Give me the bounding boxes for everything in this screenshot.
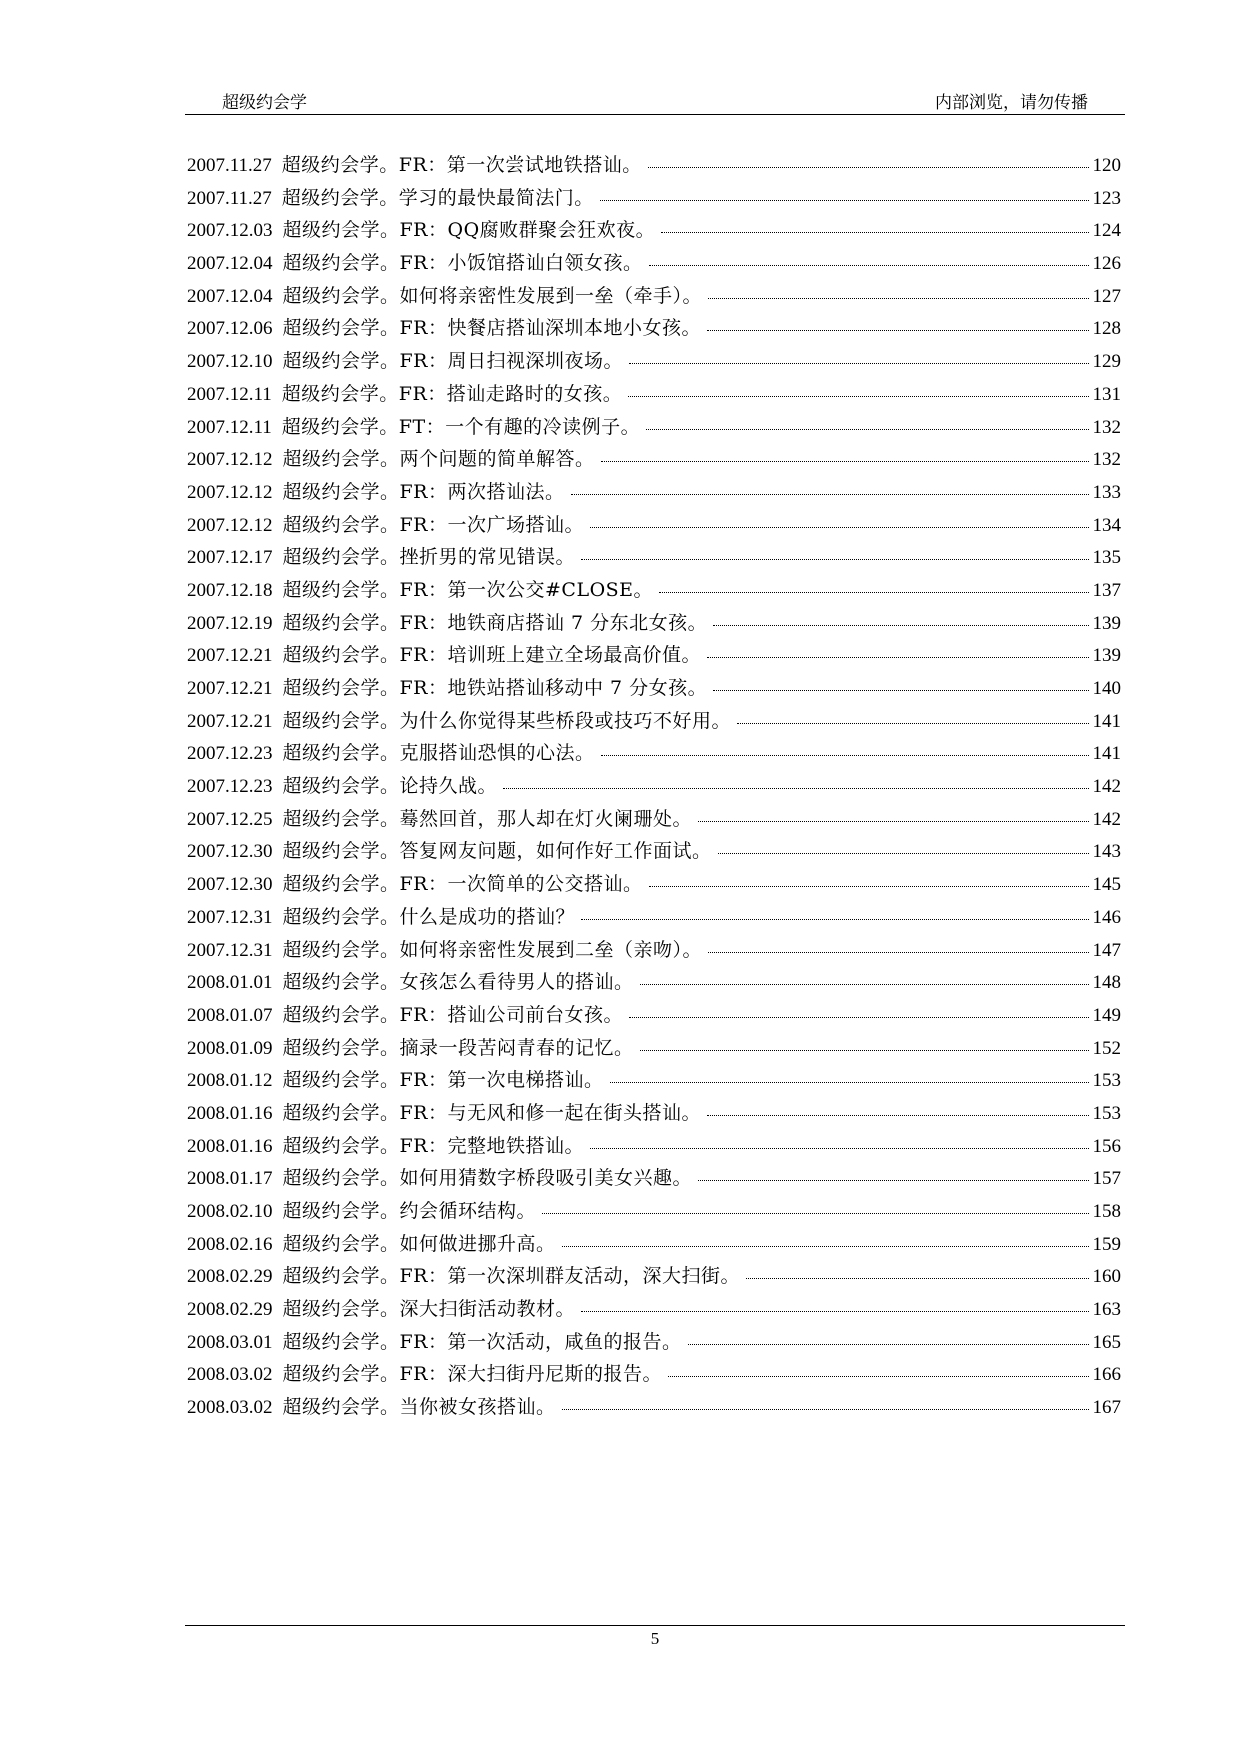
toc-entry-title: 超级约会学。FR：与无风和修一起在街头搭讪。 bbox=[282, 1101, 701, 1124]
toc-entry-date: 2008.01.16 bbox=[187, 1102, 273, 1124]
toc-entry-date: 2007.12.10 bbox=[187, 351, 273, 373]
toc-entry-page: 134 bbox=[1092, 514, 1121, 536]
toc-entry-date: 2007.12.11 bbox=[187, 383, 272, 405]
toc-entry-page: 159 bbox=[1092, 1233, 1121, 1255]
toc-entry-title: 超级约会学。如何将亲密性发展到二垒（亲吻）。 bbox=[282, 938, 703, 961]
toc-entry[interactable] bbox=[187, 412, 1121, 445]
toc-entry[interactable] bbox=[187, 1098, 1121, 1131]
toc-entry-title: 超级约会学。FR：第一次深圳群友活动，深大扫街。 bbox=[282, 1265, 740, 1288]
toc-entry[interactable] bbox=[187, 510, 1121, 543]
page-header bbox=[185, 84, 1125, 115]
toc-entry[interactable] bbox=[187, 150, 1121, 183]
toc-entry-page: 152 bbox=[1092, 1037, 1121, 1059]
toc-entry-page: 127 bbox=[1092, 285, 1121, 307]
toc-entry-title: 超级约会学。FR：第一次活动，咸鱼的报告。 bbox=[282, 1330, 682, 1353]
dot-leader bbox=[648, 167, 1089, 168]
dot-leader bbox=[698, 1180, 1088, 1181]
dot-leader bbox=[646, 429, 1088, 430]
dot-leader bbox=[629, 1017, 1089, 1018]
toc-entry-date: 2007.12.03 bbox=[187, 220, 273, 242]
toc-entry-date: 2007.12.12 bbox=[187, 481, 273, 503]
toc-entry[interactable] bbox=[187, 379, 1121, 412]
toc-entry[interactable] bbox=[187, 804, 1121, 837]
toc-entry[interactable] bbox=[187, 869, 1121, 902]
toc-entry-title: 超级约会学。FR：地铁站搭讪移动中 7 分女孩。 bbox=[282, 677, 708, 699]
toc-entry-title: 超级约会学。如何将亲密性发展到一垒（牵手）。 bbox=[282, 284, 703, 307]
toc-entry[interactable] bbox=[187, 902, 1121, 935]
toc-entry-date: 2007.12.04 bbox=[187, 253, 273, 275]
toc-entry-page: 146 bbox=[1092, 906, 1121, 928]
header-notice: 内部浏览，请勿传播 bbox=[935, 93, 1088, 113]
toc-entry-date: 2008.01.09 bbox=[187, 1037, 273, 1059]
toc-entry-page: 167 bbox=[1092, 1397, 1121, 1419]
toc-entry[interactable] bbox=[187, 575, 1121, 608]
toc-entry-page: 141 bbox=[1092, 710, 1121, 732]
footer-divider bbox=[185, 1625, 1125, 1626]
dot-leader bbox=[746, 1278, 1089, 1279]
toc-entry-page: 160 bbox=[1092, 1266, 1121, 1288]
toc-entry-page: 157 bbox=[1092, 1168, 1121, 1190]
toc-entry[interactable] bbox=[187, 640, 1121, 673]
dot-leader bbox=[628, 396, 1088, 397]
toc-entry-date: 2007.11.27 bbox=[187, 187, 272, 209]
toc-entry-date: 2007.12.21 bbox=[187, 678, 273, 699]
toc-entry-page: 143 bbox=[1092, 841, 1121, 863]
toc-entry[interactable] bbox=[187, 248, 1121, 281]
toc-entry[interactable] bbox=[187, 771, 1121, 804]
toc-entry-date: 2008.01.07 bbox=[187, 1004, 273, 1026]
toc-entry[interactable] bbox=[187, 444, 1121, 477]
toc-entry[interactable] bbox=[187, 935, 1121, 968]
toc-entry[interactable] bbox=[187, 1196, 1121, 1229]
toc-entry-page: 145 bbox=[1092, 874, 1121, 896]
toc-entry-page: 156 bbox=[1092, 1135, 1121, 1157]
toc-entry-date: 2008.01.16 bbox=[187, 1135, 273, 1157]
toc-entry-title: 超级约会学。FR：第一次公交#CLOSE。 bbox=[282, 578, 654, 601]
toc-entry[interactable] bbox=[187, 673, 1121, 706]
dot-leader bbox=[737, 723, 1088, 724]
toc-entry-page: 153 bbox=[1092, 1070, 1121, 1092]
toc-entry-date: 2007.12.04 bbox=[187, 285, 273, 307]
dot-leader bbox=[610, 1082, 1089, 1083]
toc-entry[interactable] bbox=[187, 477, 1121, 510]
toc-entry-title: 超级约会学。蓦然回首，那人却在灯火阑珊处。 bbox=[282, 807, 693, 830]
toc-entry-date: 2007.12.31 bbox=[187, 906, 273, 928]
toc-entry-page: 163 bbox=[1092, 1299, 1121, 1321]
toc-entry-title: 超级约会学。FR：QQ腐败群聚会狂欢夜。 bbox=[282, 219, 656, 242]
toc-entry[interactable] bbox=[187, 738, 1121, 771]
toc-entry[interactable] bbox=[187, 1294, 1121, 1327]
toc-entry-page: 142 bbox=[1092, 808, 1121, 830]
toc-entry-page: 148 bbox=[1092, 972, 1121, 994]
toc-entry-date: 2008.02.29 bbox=[187, 1266, 273, 1288]
dot-leader bbox=[698, 821, 1088, 822]
toc-entry-title: 超级约会学。论持久战。 bbox=[282, 775, 498, 798]
toc-entry[interactable] bbox=[187, 346, 1121, 379]
dot-leader bbox=[640, 984, 1089, 985]
toc-entry-title: 超级约会学。两个问题的简单解答。 bbox=[282, 448, 595, 471]
toc-entry[interactable] bbox=[187, 836, 1121, 869]
toc-entry[interactable] bbox=[187, 1065, 1121, 1098]
toc-entry-page: 133 bbox=[1092, 481, 1121, 503]
toc-entry[interactable] bbox=[187, 608, 1121, 641]
toc-entry-page: 141 bbox=[1092, 743, 1121, 765]
toc-entry[interactable] bbox=[187, 215, 1121, 248]
toc-entry-page: 132 bbox=[1092, 416, 1121, 438]
toc-entry-title: 超级约会学。如何做进挪升高。 bbox=[282, 1232, 556, 1255]
toc-entry-page: 140 bbox=[1092, 678, 1121, 699]
toc-entry-date: 2008.01.01 bbox=[187, 972, 273, 994]
toc-entry-page: 139 bbox=[1092, 612, 1121, 634]
dot-leader bbox=[707, 330, 1089, 331]
toc-entry-page: 165 bbox=[1092, 1331, 1121, 1353]
toc-entry-title: 超级约会学。FR：地铁商店搭讪 7 分东北女孩。 bbox=[282, 611, 708, 634]
dot-leader bbox=[601, 461, 1089, 462]
toc-entry-date: 2008.01.17 bbox=[187, 1168, 273, 1190]
toc-entry-title: 超级约会学。当你被女孩搭讪。 bbox=[282, 1396, 556, 1419]
toc-entry-page: 126 bbox=[1092, 253, 1121, 275]
toc-entry-title: 超级约会学。如何用猜数字桥段吸引美女兴趣。 bbox=[282, 1167, 693, 1190]
toc-entry-page: 166 bbox=[1092, 1364, 1121, 1386]
toc-entry-date: 2008.03.02 bbox=[187, 1397, 273, 1419]
header-title: 超级约会学 bbox=[222, 93, 307, 113]
toc-entry-date: 2008.02.10 bbox=[187, 1201, 273, 1222]
toc-entry[interactable] bbox=[187, 1163, 1121, 1196]
toc-entry-title: 超级约会学。FR：一次广场搭讪。 bbox=[282, 513, 584, 536]
dot-leader bbox=[590, 1148, 1089, 1149]
toc-entry-title: 超级约会学。克服搭讪恐惧的心法。 bbox=[282, 742, 595, 765]
toc-entry[interactable] bbox=[187, 542, 1121, 575]
toc-entry-page: 129 bbox=[1092, 351, 1121, 373]
toc-entry-page: 147 bbox=[1092, 939, 1121, 961]
toc-entry-title: 超级约会学。摘录一段苦闷青春的记忆。 bbox=[282, 1036, 634, 1059]
toc-entry-title: 超级约会学。学习的最快最简法门。 bbox=[281, 186, 594, 209]
toc-entry-date: 2008.03.01 bbox=[187, 1331, 273, 1353]
dot-leader bbox=[581, 1311, 1088, 1312]
toc-entry-title: 超级约会学。FT：一个有趣的冷读例子。 bbox=[281, 415, 641, 438]
page-number: 5 bbox=[650, 1629, 660, 1648]
toc-entry-date: 2007.12.30 bbox=[187, 874, 273, 896]
dot-leader bbox=[661, 232, 1088, 233]
toc-entry-date: 2007.12.21 bbox=[187, 645, 273, 667]
toc-entry-date: 2007.12.11 bbox=[187, 416, 272, 438]
dot-leader bbox=[713, 690, 1088, 691]
toc-entry[interactable] bbox=[187, 1327, 1121, 1360]
toc-entry-title: 超级约会学。FR：快餐店搭讪深圳本地小女孩。 bbox=[282, 317, 701, 340]
dot-leader bbox=[708, 952, 1088, 953]
dot-leader bbox=[668, 1376, 1089, 1377]
toc-entry-title: 超级约会学。FR：两次搭讪法。 bbox=[282, 480, 565, 503]
toc-entry-date: 2007.12.23 bbox=[187, 776, 273, 798]
toc-entry-date: 2008.02.29 bbox=[187, 1299, 273, 1321]
dot-leader bbox=[542, 1213, 1088, 1214]
toc-entry[interactable] bbox=[187, 1033, 1121, 1066]
toc-entry-page: 128 bbox=[1092, 318, 1121, 340]
toc-entry-page: 124 bbox=[1092, 220, 1121, 242]
toc-entry-page: 120 bbox=[1092, 155, 1121, 176]
dot-leader bbox=[659, 592, 1088, 593]
dot-leader bbox=[601, 755, 1089, 756]
dot-leader bbox=[707, 657, 1089, 658]
dot-leader bbox=[629, 363, 1089, 364]
toc-entry-page: 131 bbox=[1092, 383, 1121, 405]
dot-leader bbox=[718, 853, 1089, 854]
dot-leader bbox=[649, 886, 1089, 887]
toc-entry[interactable] bbox=[187, 1392, 1121, 1425]
toc-entry-title: 超级约会学。FR：周日扫视深圳夜场。 bbox=[282, 350, 623, 373]
toc-entry-date: 2007.12.12 bbox=[187, 449, 273, 471]
dot-leader bbox=[581, 919, 1088, 920]
toc-entry-date: 2008.02.16 bbox=[187, 1233, 273, 1255]
table-of-contents bbox=[187, 150, 1121, 1425]
toc-entry-date: 2007.12.31 bbox=[187, 939, 273, 961]
toc-entry-title: 超级约会学。FR：搭讪走路时的女孩。 bbox=[281, 382, 623, 405]
toc-entry-title: 超级约会学。什么是成功的搭讪？ bbox=[282, 905, 576, 928]
dot-leader bbox=[649, 265, 1089, 266]
dot-leader bbox=[562, 1409, 1089, 1410]
toc-entry-date: 2007.12.18 bbox=[187, 579, 273, 601]
dot-leader bbox=[571, 494, 1089, 495]
toc-entry-title: 超级约会学。为什么你觉得某些桥段或技巧不好用。 bbox=[282, 709, 732, 732]
toc-entry-page: 153 bbox=[1092, 1102, 1121, 1124]
toc-entry[interactable] bbox=[187, 967, 1121, 1000]
toc-entry[interactable] bbox=[187, 706, 1121, 739]
toc-entry-date: 2007.12.25 bbox=[187, 808, 273, 830]
dot-leader bbox=[581, 559, 1088, 560]
toc-entry[interactable] bbox=[187, 313, 1121, 346]
toc-entry-title: 超级约会学。FR：小饭馆搭讪白领女孩。 bbox=[282, 252, 643, 275]
dot-leader bbox=[640, 1050, 1089, 1051]
toc-entry-date: 2007.12.30 bbox=[187, 841, 273, 863]
toc-entry-title: 超级约会学。FR：深大扫街丹尼斯的报告。 bbox=[282, 1363, 662, 1386]
toc-entry-title: 超级约会学。FR：完整地铁搭讪。 bbox=[282, 1134, 584, 1157]
toc-entry-title: 超级约会学。FR：搭讪公司前台女孩。 bbox=[282, 1003, 623, 1026]
toc-entry-page: 137 bbox=[1092, 579, 1121, 601]
toc-entry-page: 139 bbox=[1092, 645, 1121, 667]
toc-entry-date: 2007.12.06 bbox=[187, 318, 273, 340]
dot-leader bbox=[590, 527, 1089, 528]
toc-entry[interactable] bbox=[187, 1261, 1121, 1294]
toc-entry-date: 2007.11.27 bbox=[187, 155, 272, 176]
dot-leader bbox=[713, 625, 1088, 626]
toc-entry-title: 超级约会学。深大扫街活动教材。 bbox=[282, 1298, 576, 1321]
toc-entry[interactable] bbox=[187, 1131, 1121, 1164]
dot-leader bbox=[707, 1115, 1089, 1116]
toc-entry-date: 2007.12.12 bbox=[187, 514, 273, 536]
toc-entry-date: 2008.03.02 bbox=[187, 1364, 273, 1386]
dot-leader bbox=[562, 1246, 1089, 1247]
toc-entry-title: 超级约会学。FR：培训班上建立全场最高价值。 bbox=[282, 644, 701, 667]
toc-entry-title: 超级约会学。FR：第一次电梯搭讪。 bbox=[282, 1069, 604, 1092]
toc-entry-page: 135 bbox=[1092, 547, 1121, 569]
toc-entry-date: 2007.12.21 bbox=[187, 710, 273, 732]
toc-entry[interactable] bbox=[187, 1359, 1121, 1392]
toc-entry-title: 超级约会学。挫折男的常见错误。 bbox=[282, 546, 576, 569]
toc-entry[interactable] bbox=[187, 281, 1121, 314]
toc-entry-page: 142 bbox=[1092, 776, 1121, 798]
toc-entry-page: 123 bbox=[1092, 187, 1121, 209]
toc-entry[interactable] bbox=[187, 1229, 1121, 1262]
toc-entry-title: 超级约会学。约会循环结构。 bbox=[282, 1200, 537, 1222]
toc-entry-title: 超级约会学。女孩怎么看待男人的搭讪。 bbox=[282, 971, 634, 994]
dot-leader bbox=[708, 298, 1088, 299]
toc-entry-date: 2007.12.17 bbox=[187, 547, 273, 569]
toc-entry-page: 132 bbox=[1092, 449, 1121, 471]
toc-entry-title: 超级约会学。FR：一次简单的公交搭讪。 bbox=[282, 873, 643, 896]
toc-entry-title: 超级约会学。FR：第一次尝试地铁搭讪。 bbox=[281, 154, 642, 176]
toc-entry[interactable] bbox=[187, 1000, 1121, 1033]
toc-entry-date: 2007.12.19 bbox=[187, 612, 273, 634]
toc-entry-page: 158 bbox=[1092, 1201, 1121, 1222]
dot-leader bbox=[688, 1344, 1089, 1345]
dot-leader bbox=[503, 788, 1088, 789]
toc-entry-date: 2008.01.12 bbox=[187, 1070, 273, 1092]
toc-entry[interactable] bbox=[187, 183, 1121, 216]
dot-leader bbox=[600, 200, 1089, 201]
toc-entry-page: 149 bbox=[1092, 1004, 1121, 1026]
toc-entry-title: 超级约会学。答复网友问题，如何作好工作面试。 bbox=[282, 840, 712, 863]
toc-entry-date: 2007.12.23 bbox=[187, 743, 273, 765]
